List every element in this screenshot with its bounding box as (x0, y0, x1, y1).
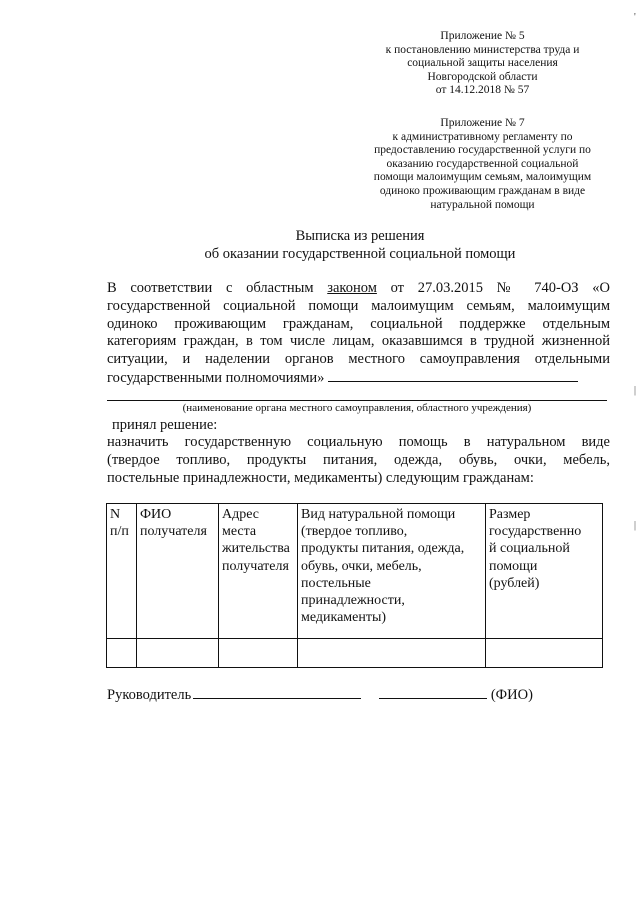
appendix-line: Приложение № 7 (440, 117, 525, 129)
header-text: жительства (222, 541, 290, 557)
authority-name-blank[interactable] (328, 369, 578, 382)
header-text: Адрес (222, 507, 260, 522)
assignment-paragraph (107, 434, 610, 487)
recipients-table (106, 503, 603, 668)
appendix-line: к постановлению министерства труда и (385, 43, 580, 56)
header-cell-amount (486, 504, 603, 639)
header-text: Размер (489, 507, 531, 522)
header-text: помощи (489, 558, 538, 574)
header-text: принадлежности, (301, 593, 405, 609)
header-text: й социальной (489, 541, 570, 557)
header-text: получателя (222, 558, 289, 574)
paragraph-line-4: категориям граждан, в том числе лицам, оказавшимся в трудной жизненной (107, 333, 610, 350)
paragraph-text: от 27.03.2015 № 740-ОЗ «О (390, 280, 610, 296)
appendix-line: от 14.12.2018 № 57 (435, 84, 530, 97)
appendix-line: Приложение № 5 (440, 30, 525, 42)
paragraph-line-3: одиноко проживающим гражданам, социальной поддержке отдельным (107, 315, 610, 332)
appendix-line: оказанию государственной социальной (386, 157, 579, 170)
fio-label: (ФИО) (490, 687, 533, 703)
law-link[interactable]: законом (327, 280, 377, 296)
decision-label: принял решение: (112, 417, 218, 433)
scan-edge-mark: ' (634, 12, 636, 23)
paragraph-line-5: ситуации, и наделении органов местного самоуправления отдельными (107, 351, 610, 368)
header-text: медикаменты) (301, 610, 387, 626)
signature-block (107, 686, 610, 705)
appendix-line: одиноко проживающим гражданам в виде (379, 184, 586, 197)
assign-line-3: постельные принадлежности, медикаменты) следующим гражданам: (107, 469, 534, 486)
appendix-line: Новгородской области (427, 70, 538, 83)
scan-edge-mark: | (634, 385, 637, 396)
table-header-row (107, 504, 603, 639)
header-text: продукты питания, одежда, (301, 541, 465, 557)
appendix-line: предоставлению государственной услуги по (374, 144, 591, 157)
legal-basis-paragraph (107, 280, 610, 388)
header-text: Вид натуральной помощи (301, 507, 456, 522)
authority-caption: (наименование органа местного самоуправления, областного учреждения) (182, 402, 532, 414)
header-cell-aid-type (298, 504, 486, 639)
header-text: N (110, 507, 121, 522)
paragraph-text: В соответствии с областным (107, 280, 314, 296)
appendix-header-5 (355, 30, 610, 98)
table-cell[interactable] (137, 639, 219, 668)
paragraph-line-1 (107, 280, 610, 298)
authority-name-line[interactable] (107, 400, 607, 401)
table-row (107, 639, 603, 668)
assign-line-2: (твердое топливо, продукты питания, одежда, обувь, очки, мебель, (107, 451, 610, 468)
table-cell[interactable] (107, 639, 137, 668)
header-text: (твердое топливо, (301, 524, 408, 540)
appendix-header-7 (355, 117, 610, 212)
header-text: п/п (110, 524, 129, 540)
header-text: обувь, очки, мебель, (301, 558, 422, 574)
header-text: (рублей) (489, 575, 540, 591)
header-text: государственно (489, 524, 582, 540)
document-title (150, 228, 570, 263)
paragraph-line-2: государственной социальной помощи малоимущим семьям, малоимущим (107, 297, 610, 314)
appendix-line: натуральной помощи (430, 198, 535, 211)
signature-label: Руководитель (107, 687, 192, 703)
title-line-2: об оказании государственной социальной помощи (204, 245, 516, 262)
title-line-1: Выписка из решения (295, 228, 425, 244)
scan-edge-mark: | (634, 520, 637, 531)
header-cell-fio (137, 504, 219, 639)
appendix-line: к административному регламенту по (392, 130, 573, 143)
name-blank[interactable] (379, 686, 487, 699)
assign-line-1: назначить государственную социальную помощь в натуральном виде (107, 434, 610, 450)
header-text: места (222, 524, 257, 540)
header-text: постельные (301, 575, 371, 591)
appendix-line: социальной защиты населения (407, 57, 558, 70)
header-cell-address (219, 504, 298, 639)
appendix-line: помощи малоимущим семьям, малоимущим (373, 171, 592, 184)
header-text: ФИО (140, 507, 172, 522)
table-cell[interactable] (298, 639, 486, 668)
paragraph-text: государственными полномочиями» (107, 369, 325, 386)
header-text: получателя (140, 524, 207, 540)
signature-blank[interactable] (193, 686, 361, 699)
table-cell[interactable] (486, 639, 603, 668)
header-cell-number (107, 504, 137, 639)
paragraph-line-6 (107, 369, 610, 388)
table-cell[interactable] (219, 639, 298, 668)
